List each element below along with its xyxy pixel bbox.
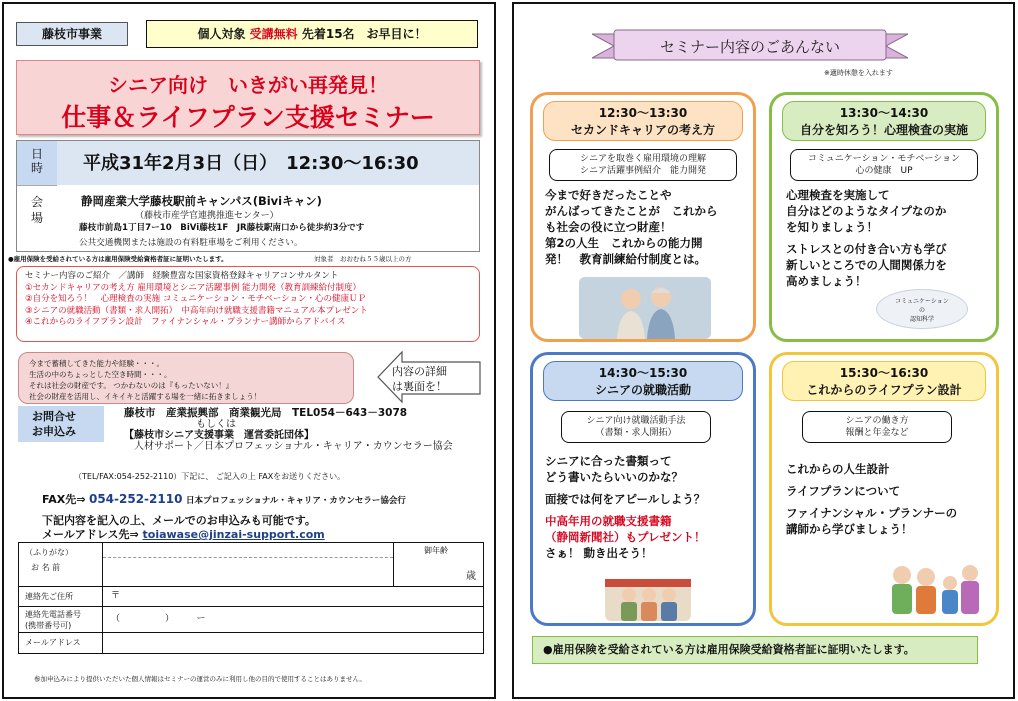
- flyer-back-page: [512, 2, 1015, 699]
- badge-line: 認知科学: [909, 316, 934, 323]
- message-line: 社会の財産を活用し、イキイキと活躍する場を一緒に拓きましょう！: [29, 392, 262, 401]
- message-line: それは社会の財産です。 つかわないのは『もったいない！』: [29, 381, 234, 390]
- date-label-char1: 日: [30, 147, 43, 161]
- fax-label: FAX先⇒: [42, 493, 86, 506]
- session-1-topics: [549, 149, 737, 181]
- session-4-header: [782, 361, 986, 401]
- email-field[interactable]: [103, 633, 483, 653]
- session-card-4: [769, 352, 999, 626]
- offer-limit: 先着15名 お早目に！: [301, 27, 427, 41]
- body-line: 高めましょう！: [786, 274, 867, 288]
- session-4-topic: 報酬と年金など: [845, 428, 909, 438]
- body-line: ファイナンシャル・プランナーの: [786, 506, 958, 520]
- contact-operator-heading: 【藤枝市シニア支援事業 運営委託団体】: [124, 430, 314, 441]
- seniors-illustration: [605, 565, 691, 621]
- form-row-email: [19, 633, 483, 653]
- phone-label-group: [19, 607, 103, 632]
- offer-free: 受講無料: [249, 27, 298, 41]
- contact-or: もしくは: [196, 419, 236, 430]
- date-label-char2: 時: [30, 161, 43, 175]
- contact-info: [124, 408, 453, 452]
- see-back-arrow: [376, 350, 484, 404]
- venue-org: （藤枝市産学官連携推進センター）: [135, 211, 279, 221]
- message-line: 生活の中のちょっとした空き時間・・・。: [29, 370, 172, 379]
- body-line: 第2の人生 これからの能力開: [545, 236, 703, 250]
- phone-label: 連絡先電話番号: [25, 610, 81, 619]
- mail-instruction: 下記内容を記入の上、メールでのお申込みも可能です。: [42, 514, 316, 527]
- senior-couple-illustration: [579, 277, 711, 339]
- session-2-topic: 心の健康 UP: [855, 166, 913, 176]
- contents-item-2: ②自分を知ろう！ 心理検査の実施 コミュニケーション・モチベーション・心の健康ＵＰ: [25, 294, 366, 304]
- badge-line: コミュニケーション: [895, 298, 949, 305]
- session-1-topic: シニアを取巻く雇用環境の理解: [579, 154, 706, 164]
- event-date: 平成31年2月3日（日） 12:30〜16:30: [83, 153, 419, 174]
- body-line: も社会の役に立つ財産！: [545, 220, 672, 234]
- seminar-title-line1: シニア向け いきがい再発見！: [108, 73, 388, 97]
- address-label: 連絡先ご住所: [19, 587, 103, 606]
- form-row-phone: [19, 607, 483, 633]
- book-present-line: （静岡新聞社）もプレゼント！: [545, 530, 706, 544]
- email-label: メールアドレス: [19, 633, 103, 653]
- seminar-title-line2: 仕事＆ライフプラン支援セミナー: [61, 103, 435, 132]
- seniors-shopping-illustration: [605, 565, 691, 621]
- contact-label: [18, 406, 104, 442]
- mail-label: メールアドレス先⇒: [42, 528, 139, 541]
- furigana-label: （ふりがな）: [25, 548, 73, 557]
- date-label: [17, 141, 57, 185]
- session-3-body: [545, 453, 706, 561]
- body-line: 心理検査を実施して: [786, 188, 890, 202]
- book-present-line: 中高年用の就職支援書籍: [545, 514, 672, 528]
- body-line: これからの人生設計: [786, 462, 890, 476]
- body-line: どう書いたらいいのかな？: [545, 470, 683, 484]
- form-row-name: [19, 543, 483, 587]
- body-line: ライフプランについて: [786, 484, 901, 498]
- session-1-header: [543, 101, 743, 141]
- phone-sub-label: (携帯番号可): [25, 621, 72, 630]
- session-3-topic: （書類・求人開拓）: [595, 428, 677, 438]
- target-audience-note: 対象者 おおむね５５歳以上の方: [314, 255, 412, 263]
- session-3-topics: [561, 411, 711, 443]
- age-unit: 歳: [466, 571, 476, 582]
- privacy-note: 参加申込みにより提供いただいた個人情報はセミナーの運営のみに利用し他の目的で使用することはありません。: [34, 675, 366, 683]
- seminar-title-box: [16, 60, 480, 135]
- venue-label-char1: 会: [30, 195, 43, 209]
- mail-address-link[interactable]: toiawase@jinzai-support.com: [142, 528, 325, 541]
- application-form: [18, 542, 484, 654]
- body-line: 講師から学びましょう！: [786, 522, 913, 536]
- contact-label-line1: お問合せ: [32, 410, 76, 423]
- form-name-label: [19, 543, 103, 586]
- contact-label-line2: お申込み: [32, 425, 76, 438]
- see-back-text: [392, 364, 447, 394]
- message-box: [18, 352, 354, 404]
- session-2-topic: コミュニケーション・モチベーション: [807, 154, 961, 164]
- session-card-2: [769, 92, 999, 342]
- fax-recipient: 日本プロフェッショナル・キャリア・カウンセラー協会行: [185, 496, 406, 506]
- body-line: シニアに合った書類って: [545, 454, 672, 468]
- date-venue-box: [16, 140, 480, 252]
- mail-line: [42, 526, 325, 542]
- badge-line: の: [918, 307, 925, 314]
- flyer-front-page: [2, 2, 496, 699]
- age-label: 御年齢: [424, 546, 448, 555]
- session-3-topic: シニア向け就職活動手法: [586, 416, 686, 426]
- body-line: を知りましょう！: [786, 220, 878, 234]
- venue-label: [17, 185, 57, 251]
- session-1-body: [545, 187, 718, 267]
- contact-city-office: 藤枝市 産業振興部 商業観光局 TEL054－643－3078: [124, 407, 408, 419]
- city-project-tag: 藤枝市事業: [16, 22, 128, 46]
- form-row-address: [19, 587, 483, 607]
- fax-line: [42, 491, 406, 507]
- fax-instruction: （TEL/FAX:054-252-2110）下記に、 ご記入の上 FAXをお送りください。: [74, 472, 346, 481]
- phone-field[interactable]: （ ） ー: [111, 614, 206, 624]
- session-4-topics: [802, 411, 952, 443]
- offer-tag: [146, 20, 478, 48]
- date-band: [57, 141, 479, 185]
- session-4-body: [786, 461, 957, 537]
- contents-banner: [592, 28, 908, 64]
- seminar-contents-box: [16, 266, 480, 342]
- see-back-line2: は裏面を！: [392, 380, 447, 393]
- body-line: 新しいところでの人間関係力を: [786, 258, 947, 272]
- session-2-body: [786, 187, 947, 289]
- session-1-time: 12:30〜13:30: [598, 106, 688, 120]
- age-field[interactable]: [393, 543, 483, 586]
- session-1-title: セカンドキャリアの考え方: [570, 123, 715, 137]
- body-line: 面接では何をアピールしよう？: [545, 492, 706, 506]
- family-illustration-drawing: [882, 555, 982, 619]
- contents-heading: セミナー内容のご紹介 ／講師 経験豊富な国家資格登録キャリアコンサルタント: [25, 271, 339, 281]
- body-line: 今まで好きだったことや: [545, 188, 672, 202]
- employment-insurance-footer: ●雇用保険を受給されている方は雇用保険受給資格者証に証明いたします。: [532, 636, 978, 664]
- session-3-header: [543, 361, 743, 401]
- venue-parking: 公共交通機関または施設の有料駐車場をご利用ください。: [79, 238, 303, 248]
- venue-label-char2: 場: [30, 211, 43, 225]
- cta-line: さぁ！ 動き出そう！: [545, 546, 653, 560]
- contents-item-3: ③シニアの就職活動（書類・求人開拓） 中高年向け就職支援書籍マニュアル本プレゼント: [25, 305, 368, 316]
- session-3-title: シニアの就職活動: [594, 383, 691, 397]
- break-note: ※適時休憩を入れます: [824, 69, 893, 77]
- session-3-time: 14:30〜15:30: [598, 366, 688, 380]
- venue-name: 静岡産業大学藤枝駅前キャンパス(Biviキャン): [81, 194, 322, 208]
- body-line: 発！ 教育訓練給付制度とは。: [545, 252, 706, 266]
- session-card-3: [530, 352, 756, 626]
- senior-couple-photo: [579, 277, 711, 339]
- session-4-topic: シニアの働き方: [845, 416, 909, 426]
- name-label: お 名 前: [31, 563, 61, 572]
- body-line: 自分はどのようなタイプなのか: [786, 204, 947, 218]
- name-field[interactable]: [103, 543, 393, 585]
- session-4-title: これからのライフプラン設計: [806, 383, 962, 397]
- fax-number: 054-252-2110: [88, 492, 183, 506]
- postal-field[interactable]: 〒: [111, 591, 121, 601]
- body-line: がんばってきたことが これから: [545, 204, 718, 218]
- session-2-header: [782, 101, 986, 141]
- employment-insurance-note: ●雇用保険を受給されている方は雇用保険受給資格者証に証明いたします。: [8, 255, 228, 263]
- cognitive-science-badge: [876, 289, 968, 329]
- contents-item-4: ④これからのライフプラン設計 ファイナンシャル・プランナー講師からアドバイス: [25, 317, 346, 327]
- contents-banner-title: セミナー内容のごあんない: [659, 38, 840, 56]
- session-1-topic: シニア活躍事例紹介 能力開発: [579, 166, 706, 176]
- contents-item-1: ①セカンドキャリアの考え方 雇用環境とシニア活躍事例 能力開発（教育訓練給付制度）: [25, 282, 362, 293]
- contact-operator-name: 人材サポート／日本プロフェッショナル・キャリア・カウンセラー協会: [134, 441, 453, 452]
- offer-individual: 個人対象: [197, 27, 246, 41]
- session-4-time: 15:30〜16:30: [839, 366, 929, 380]
- venue-address: 藤枝市前島1丁目7ー10 BiVi藤枝1F JR藤枝駅南口から徒歩約3分です: [79, 223, 365, 233]
- body-line: ストレスとの付き合い方も学び: [786, 242, 947, 256]
- session-2-topics: [790, 149, 978, 181]
- message-line: 今まで蓄積してきた能力や経験・・・。: [29, 359, 164, 368]
- family-illustration: [882, 555, 982, 619]
- see-back-line1: 内容の詳細: [392, 365, 447, 378]
- session-2-title: 自分を知ろう！心理検査の実施: [799, 123, 968, 137]
- session-card-1: [530, 92, 756, 342]
- session-2-time: 13:30〜14:30: [839, 106, 929, 120]
